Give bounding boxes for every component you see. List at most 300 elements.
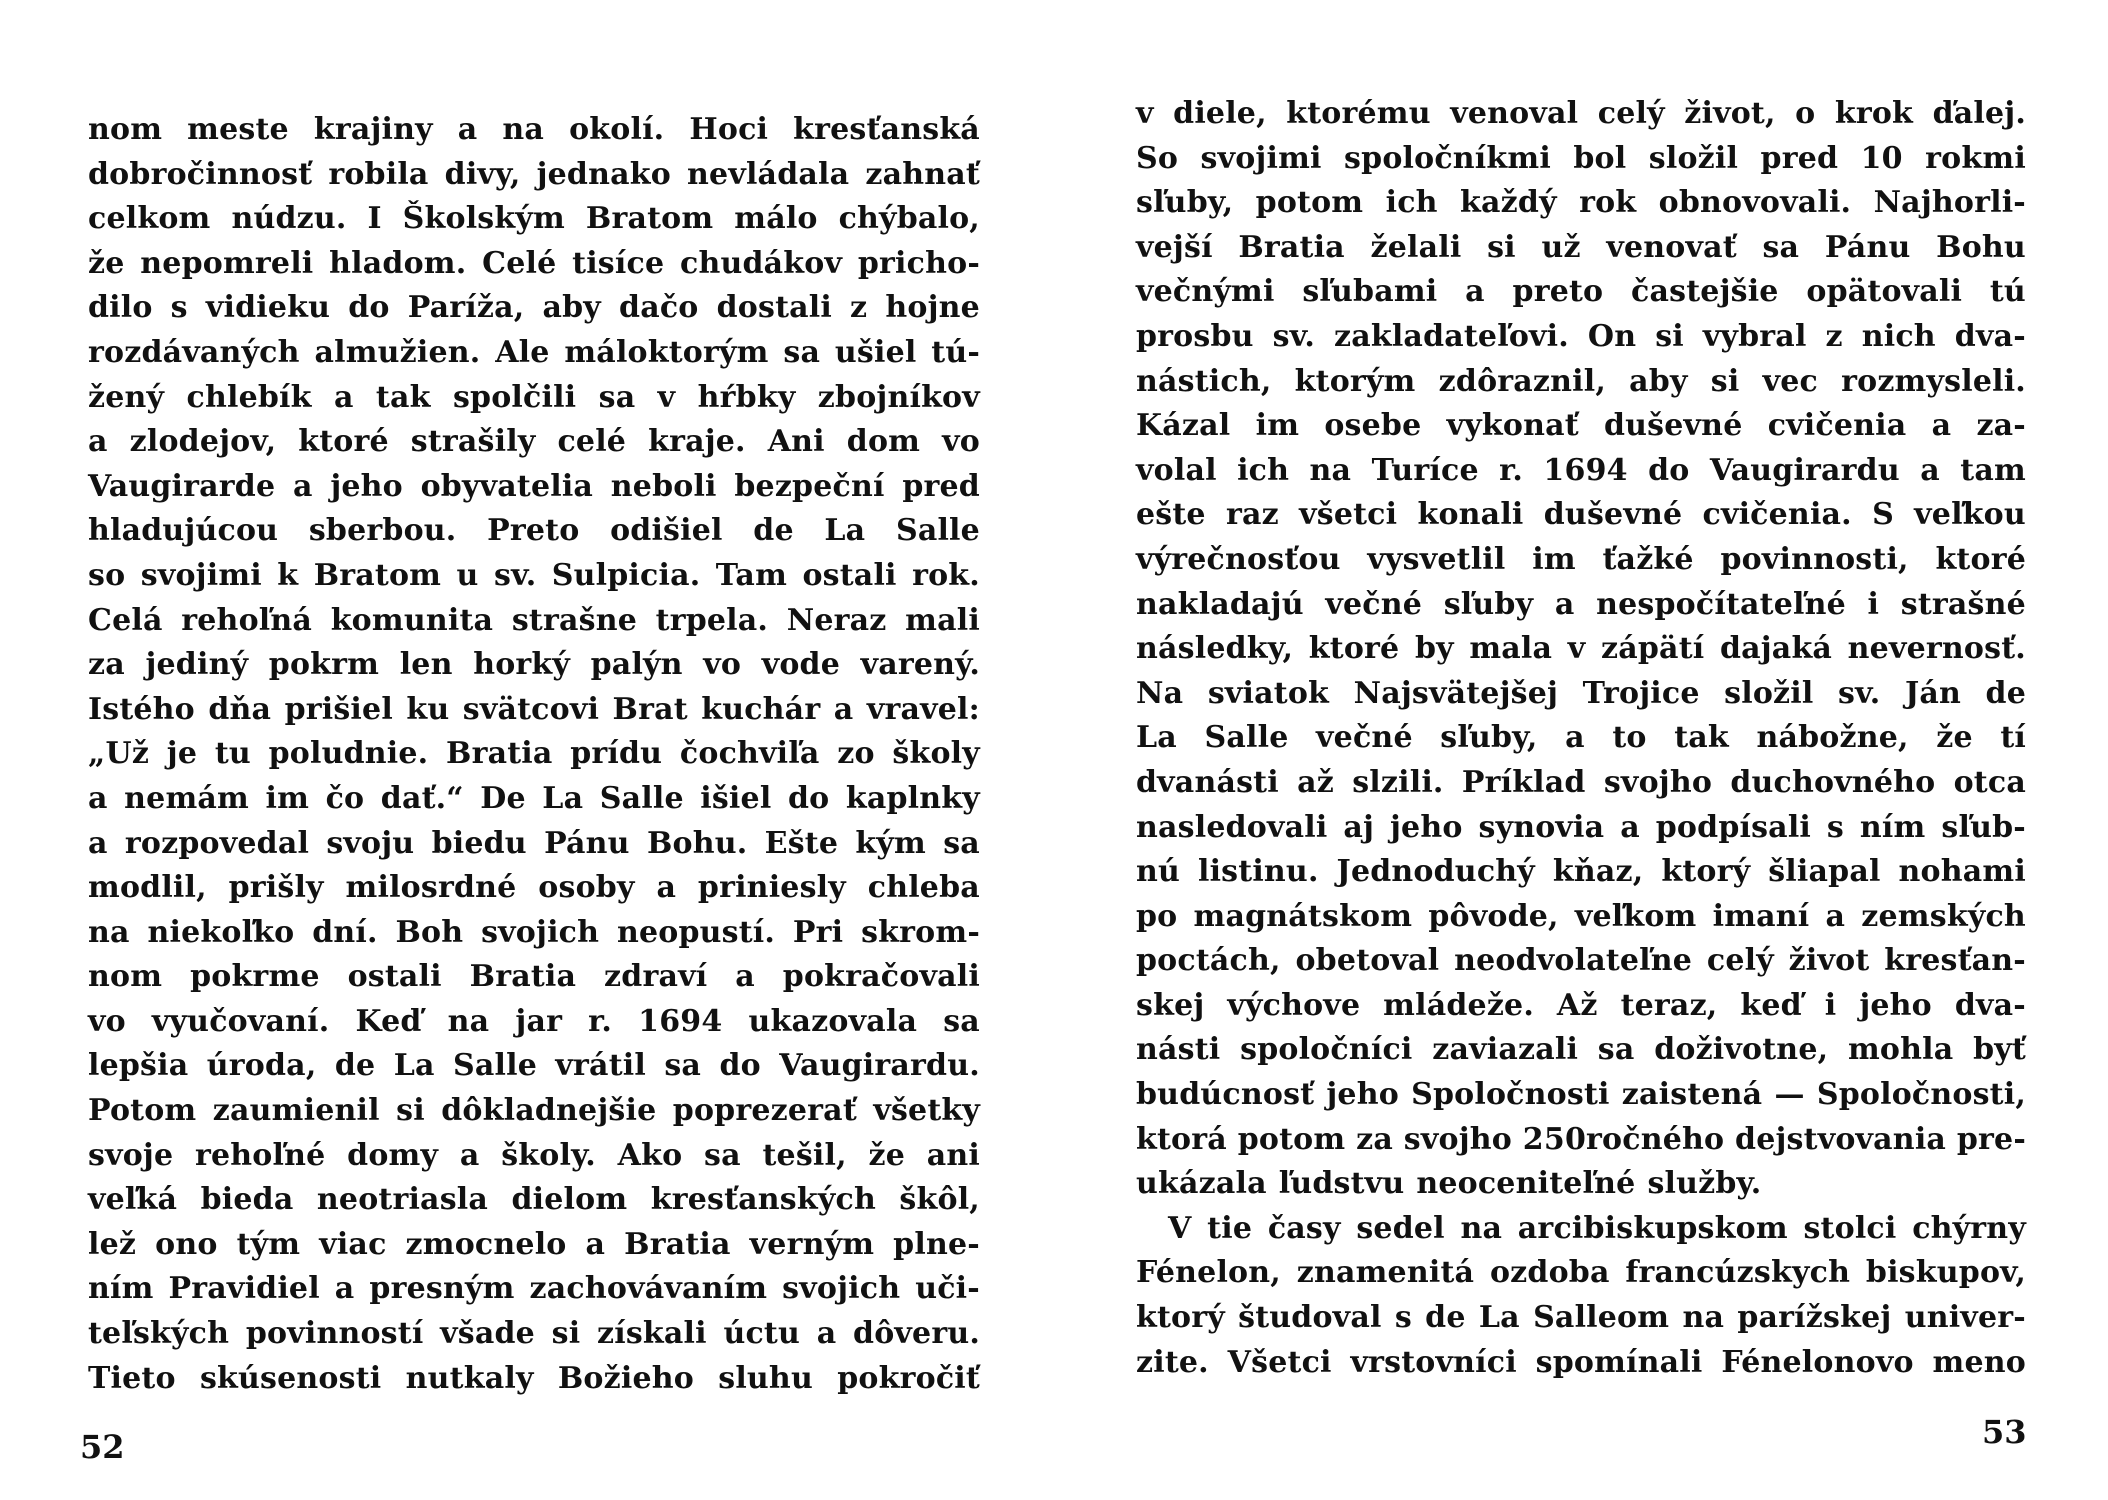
- word: rozdávaných: [88, 334, 300, 370]
- word: „Už: [88, 736, 150, 772]
- word: venovať: [1606, 229, 1737, 265]
- word: Bratom: [313, 557, 442, 593]
- text-line: [88, 866, 980, 911]
- word: dvanásti: [1136, 764, 1279, 800]
- word: z: [1825, 318, 1843, 354]
- word: rozpovedal: [124, 825, 310, 861]
- word: na: [1460, 1210, 1503, 1246]
- word: pokrm: [268, 647, 380, 683]
- word: neodvolateľne: [1454, 943, 1693, 979]
- word: dní.: [312, 914, 378, 950]
- word: ostali: [802, 557, 897, 593]
- word: univer-: [1904, 1300, 2026, 1336]
- word: osoby: [538, 870, 635, 906]
- word: chleba: [867, 870, 980, 906]
- word: do: [1648, 452, 1690, 488]
- word: biedu: [431, 825, 527, 861]
- word: de: [1985, 675, 2026, 711]
- word: dom: [846, 424, 921, 460]
- word: až: [1297, 764, 1334, 800]
- word: de: [1425, 1300, 1466, 1336]
- text-line: [1136, 806, 2026, 851]
- word: domy: [347, 1137, 439, 1173]
- word: vo: [942, 424, 980, 460]
- word: ktorému: [1286, 96, 1431, 131]
- word: vo: [88, 1003, 126, 1039]
- word: kresťanských: [650, 1182, 876, 1218]
- text-line: [88, 1357, 980, 1402]
- word: zápätí: [1601, 631, 1705, 667]
- word: ktoré: [1935, 541, 2026, 577]
- word: mali: [905, 602, 980, 638]
- word: v: [657, 379, 676, 415]
- word: meste: [187, 112, 289, 147]
- text-line: [88, 822, 980, 867]
- word: aj: [1343, 809, 1375, 845]
- word: Potom: [88, 1093, 197, 1129]
- word: podpísali: [1655, 809, 1812, 845]
- word: pokračovali: [782, 959, 980, 995]
- word: sľubami: [1302, 274, 1438, 310]
- word: zmocnelo: [405, 1226, 567, 1262]
- word: pokročiť: [837, 1360, 980, 1396]
- word: veľkom: [1574, 898, 1697, 934]
- word: mohla: [1847, 1032, 1954, 1068]
- word: 1694: [638, 1003, 723, 1039]
- word: za-: [1976, 408, 2026, 444]
- text-line: [88, 688, 980, 733]
- word: študoval: [1238, 1300, 1382, 1336]
- word: neoceniteľné: [1416, 1166, 1636, 1202]
- word: dva-: [1954, 987, 2026, 1023]
- word: a: [1825, 898, 1846, 934]
- word: Fénelonovo: [1721, 1344, 1914, 1380]
- word: a: [735, 959, 755, 995]
- word: všetky: [873, 1093, 980, 1129]
- word: zbojníkov: [817, 379, 980, 415]
- word: svätcovi: [462, 691, 600, 727]
- word: a: [457, 112, 478, 147]
- word: poprezerať: [672, 1093, 857, 1129]
- text-line: [1136, 404, 2026, 449]
- word: Bohu: [1936, 229, 2026, 265]
- word: viac: [319, 1226, 387, 1262]
- word: priniesly: [697, 870, 846, 906]
- text-line: [1136, 939, 2026, 984]
- word: šliapal: [1768, 854, 1881, 890]
- word: a: [88, 780, 108, 816]
- text-line: [1136, 493, 2026, 538]
- word: tak: [1674, 720, 1729, 756]
- word: Najsvätejšej: [1353, 675, 1559, 711]
- word: Celé: [482, 245, 557, 281]
- word: Ešte: [764, 825, 839, 861]
- word: a: [88, 424, 108, 460]
- word: sa: [943, 825, 980, 861]
- word: sluhu: [718, 1360, 813, 1396]
- word: veľkou: [1914, 497, 2026, 533]
- word: varený.: [860, 647, 980, 683]
- word: rehoľné: [195, 1137, 326, 1173]
- word: spolčili: [452, 379, 577, 415]
- word: Preto: [487, 513, 580, 549]
- word: rehoľná: [181, 602, 313, 638]
- word: tým: [236, 1226, 301, 1262]
- word: pokrme: [190, 959, 320, 995]
- word: Vaugirardu: [1709, 452, 1900, 488]
- word: si: [1710, 363, 1740, 399]
- text-line: [88, 1134, 980, 1179]
- text-line: [88, 599, 980, 644]
- word: a: [816, 1316, 837, 1352]
- word: komunita: [330, 602, 494, 638]
- word: im: [1532, 541, 1576, 577]
- word: Ale: [495, 334, 550, 370]
- word: Všetci: [1227, 1344, 1332, 1380]
- word: nich: [1861, 318, 1936, 354]
- word: celé: [557, 424, 627, 460]
- word: svojich: [481, 914, 600, 950]
- word: povinnosti,: [1720, 541, 1909, 577]
- word: Pánu: [1824, 229, 1911, 265]
- word: krajiny: [313, 112, 433, 147]
- word: synovia: [1478, 809, 1605, 845]
- word: jeho: [1859, 987, 1932, 1023]
- word: a: [833, 691, 854, 727]
- word: neotriasla: [316, 1182, 489, 1218]
- word: So: [1136, 140, 1179, 176]
- word: Bratia: [446, 736, 553, 772]
- left-page-number: 52: [80, 1428, 125, 1466]
- left-page-text: [88, 108, 980, 1401]
- word: núdzu.: [231, 201, 347, 237]
- word: Bratia: [469, 959, 577, 995]
- word: Spoločnosti: [1411, 1077, 1610, 1113]
- text-line: [1136, 1251, 2026, 1296]
- text-line: [1136, 1073, 2026, 1118]
- word: nutkaly: [405, 1360, 534, 1396]
- word: na: [88, 914, 130, 950]
- word: školy.: [501, 1137, 596, 1173]
- word: S: [1872, 497, 1894, 533]
- text-line: [1136, 92, 2026, 137]
- word: sľuby: [1443, 586, 1534, 622]
- text-line: [88, 1089, 980, 1134]
- word: častejšie: [1631, 274, 1779, 310]
- word: dajaká: [1719, 631, 1833, 667]
- text-line: [1136, 1028, 2026, 1073]
- word: ich: [1237, 452, 1290, 488]
- word: ku: [406, 691, 450, 727]
- word: všade: [440, 1316, 535, 1352]
- word: duševné: [1603, 408, 1743, 444]
- word: Pravidiel: [168, 1271, 320, 1307]
- word: zo: [837, 736, 875, 772]
- word: obyvatelia: [420, 468, 594, 504]
- word: keď: [1740, 987, 1802, 1023]
- text-line: [1136, 761, 2026, 806]
- text-line: [1136, 850, 2026, 895]
- word: úroda,: [206, 1048, 317, 1084]
- word: úctu: [723, 1316, 800, 1352]
- word: On: [1587, 318, 1637, 354]
- word: život,: [1684, 96, 1776, 131]
- word: krok: [1834, 96, 1914, 131]
- word: cvičenia.: [1702, 497, 1852, 533]
- word: sedel: [1356, 1210, 1445, 1246]
- word: niekoľko: [147, 914, 295, 950]
- word: sv.: [493, 557, 537, 593]
- word: si: [1487, 229, 1516, 265]
- word: za: [88, 647, 125, 683]
- word: ktorá: [1136, 1121, 1227, 1157]
- word: hŕbky: [697, 379, 796, 415]
- word: vybral: [1702, 318, 1807, 354]
- word: Keď: [355, 1003, 422, 1039]
- word: ukazovala: [748, 1003, 918, 1039]
- word: do: [348, 290, 390, 326]
- word: rok: [1579, 185, 1637, 221]
- word: Salle: [895, 513, 980, 549]
- word: dňa: [208, 691, 272, 727]
- text-line: [88, 242, 980, 287]
- word: vec: [1762, 363, 1818, 399]
- word: Pánu: [544, 825, 630, 861]
- word: sv.: [1838, 675, 1881, 711]
- word: vode: [761, 647, 840, 683]
- word: sľub-: [1941, 809, 2026, 845]
- word: zachovávaním: [529, 1271, 768, 1307]
- word: slzili.: [1352, 764, 1444, 800]
- word: de: [753, 513, 794, 549]
- word: s: [1826, 809, 1845, 845]
- word: Tam: [715, 557, 788, 593]
- word: škôl,: [899, 1182, 980, 1218]
- word: lež: [88, 1226, 137, 1262]
- word: budúcnosť: [1136, 1077, 1315, 1113]
- word: chýrny: [1912, 1210, 2026, 1246]
- word: spomínali: [1535, 1344, 1703, 1380]
- word: obetoval: [1295, 943, 1440, 979]
- word: zlodejov,: [129, 424, 277, 460]
- word: magnátskom: [1193, 898, 1413, 934]
- word: sa: [1762, 229, 1800, 265]
- word: ostali: [347, 959, 442, 995]
- word: u: [456, 557, 479, 593]
- word: tí: [2000, 720, 2026, 756]
- word: Božieho: [557, 1360, 694, 1396]
- word: kňaz,: [1552, 854, 1644, 890]
- word: nevládala: [687, 156, 850, 192]
- word: aby: [542, 290, 601, 326]
- text-line: [1136, 181, 2026, 226]
- word: nom: [88, 959, 163, 995]
- word: V: [1168, 1210, 1192, 1246]
- word: kým: [855, 825, 926, 861]
- word: palýn: [590, 647, 683, 683]
- word: zahnať: [865, 156, 980, 192]
- text-line: [88, 955, 980, 1000]
- word: Vaugirarde: [88, 468, 276, 504]
- word: imaní: [1712, 898, 1810, 934]
- word: preto: [1512, 274, 1604, 310]
- word: 10: [1860, 140, 1903, 176]
- word: volal: [1136, 452, 1217, 488]
- word: a: [1554, 586, 1575, 622]
- word: ktorý: [1661, 854, 1751, 890]
- word: málo: [734, 201, 818, 237]
- word: dostali: [716, 290, 832, 326]
- word: ktorý: [1136, 1300, 1225, 1336]
- word: tú-: [931, 334, 980, 370]
- word: ktoré: [1308, 631, 1400, 667]
- word: sviatok: [1207, 675, 1330, 711]
- word: dobročinnosť: [88, 156, 313, 192]
- right-page-number: 53: [1982, 1413, 2027, 1451]
- word: a: [88, 825, 108, 861]
- word: násti: [1136, 1032, 1221, 1068]
- word: so: [88, 557, 126, 593]
- word: ani: [926, 1137, 980, 1173]
- word: Ján: [1904, 675, 1961, 711]
- text-line: [1136, 360, 2026, 405]
- word: vejší: [1136, 229, 1213, 265]
- word: Trojice: [1582, 675, 1700, 711]
- word: svojich: [782, 1271, 901, 1307]
- word: a: [1920, 452, 1940, 488]
- word: Ako: [617, 1137, 683, 1173]
- word: 250ročného: [1522, 1121, 1725, 1157]
- word: chýbalo,: [838, 201, 980, 237]
- word: i: [1867, 586, 1880, 622]
- word: večné: [1325, 586, 1423, 622]
- word: nemám: [124, 780, 249, 816]
- word: Pri: [792, 914, 844, 950]
- word: okolí.: [569, 112, 665, 147]
- word: večnými: [1136, 274, 1275, 310]
- word: vrstovníci: [1350, 1344, 1517, 1380]
- word: tu: [214, 736, 251, 772]
- word: bezpeční: [734, 468, 885, 504]
- text-line: [1136, 627, 2026, 672]
- word: vo: [703, 647, 742, 683]
- word: a: [1620, 809, 1640, 845]
- word: dielom: [511, 1182, 628, 1218]
- word: a: [333, 379, 354, 415]
- word: nepomreli: [140, 245, 314, 281]
- word: vravel:: [866, 691, 980, 727]
- word: francúzskych: [1625, 1255, 1851, 1291]
- word: ďalej.: [1932, 96, 2026, 131]
- word: Najhorli-: [1873, 185, 2026, 221]
- word: —: [1774, 1077, 1805, 1113]
- word: Fénelon,: [1136, 1255, 1281, 1291]
- word: tie: [1207, 1210, 1253, 1246]
- word: r.: [588, 1003, 613, 1039]
- word: sv.: [1272, 318, 1315, 354]
- word: sa: [783, 334, 821, 370]
- word: ľudstvu: [1278, 1166, 1405, 1202]
- word: svoje: [88, 1137, 174, 1173]
- word: Na: [1136, 675, 1184, 711]
- word: verným: [749, 1226, 875, 1262]
- word: na: [1309, 452, 1352, 488]
- word: trpela.: [655, 602, 769, 638]
- word: zaistená: [1621, 1077, 1763, 1113]
- word: sberbou.: [308, 513, 457, 549]
- word: na: [447, 1003, 490, 1039]
- word: de: [334, 1048, 376, 1084]
- word: osebe: [1324, 408, 1422, 444]
- word: svojho: [1403, 1121, 1512, 1157]
- text-line: [88, 643, 980, 688]
- text-line: [88, 777, 980, 822]
- word: rokmi: [1925, 140, 2026, 176]
- word: La: [824, 513, 866, 549]
- word: k: [277, 557, 299, 593]
- word: jar: [515, 1003, 563, 1039]
- text-line: [88, 732, 980, 777]
- word: Salle: [453, 1048, 538, 1084]
- word: Školským: [402, 201, 565, 237]
- word: nakladajú: [1136, 586, 1304, 622]
- word: poctách,: [1136, 943, 1281, 979]
- word: skrom-: [861, 914, 980, 950]
- word: dôkladnejšie: [441, 1093, 657, 1129]
- word: jeho: [1390, 809, 1463, 845]
- word: že: [868, 1137, 906, 1173]
- word: La: [542, 780, 584, 816]
- word: dačo: [619, 290, 699, 326]
- word: nástich,: [1136, 363, 1272, 399]
- word: prosbu: [1136, 318, 1254, 354]
- word: složil: [1724, 675, 1814, 711]
- word: mala: [1469, 631, 1553, 667]
- word: Jednoduchý: [1336, 854, 1535, 890]
- word: ktoré: [298, 424, 389, 460]
- word: s: [1394, 1300, 1412, 1336]
- word: modlil,: [88, 870, 207, 906]
- word: dať.“: [380, 780, 464, 816]
- word: si: [551, 1316, 581, 1352]
- word: do: [787, 780, 830, 816]
- word: jednako: [536, 156, 671, 192]
- word: školy: [892, 736, 980, 772]
- word: bieda: [200, 1182, 294, 1218]
- word: na: [502, 112, 545, 147]
- word: do: [719, 1048, 761, 1084]
- word: dva-: [1954, 318, 2026, 354]
- word: po: [1136, 898, 1178, 934]
- text-line: [88, 1044, 980, 1089]
- word: i: [1824, 987, 1837, 1023]
- word: kaplnky: [845, 780, 980, 816]
- word: robila: [328, 156, 429, 192]
- word: dejstvovania: [1735, 1121, 1947, 1157]
- word: raz: [1225, 497, 1279, 533]
- word: Neraz: [786, 602, 887, 638]
- word: ním: [1859, 809, 1926, 845]
- word: duchovného: [1730, 764, 1936, 800]
- word: Celá: [88, 602, 163, 638]
- word: almužien.: [314, 334, 481, 370]
- word: Spoločnosti,: [1816, 1077, 2026, 1113]
- word: stolci: [1803, 1210, 1897, 1246]
- word: Boh: [395, 914, 464, 950]
- word: svojimi: [1200, 140, 1322, 176]
- word: každý: [1460, 185, 1557, 221]
- word: celý: [1597, 96, 1665, 131]
